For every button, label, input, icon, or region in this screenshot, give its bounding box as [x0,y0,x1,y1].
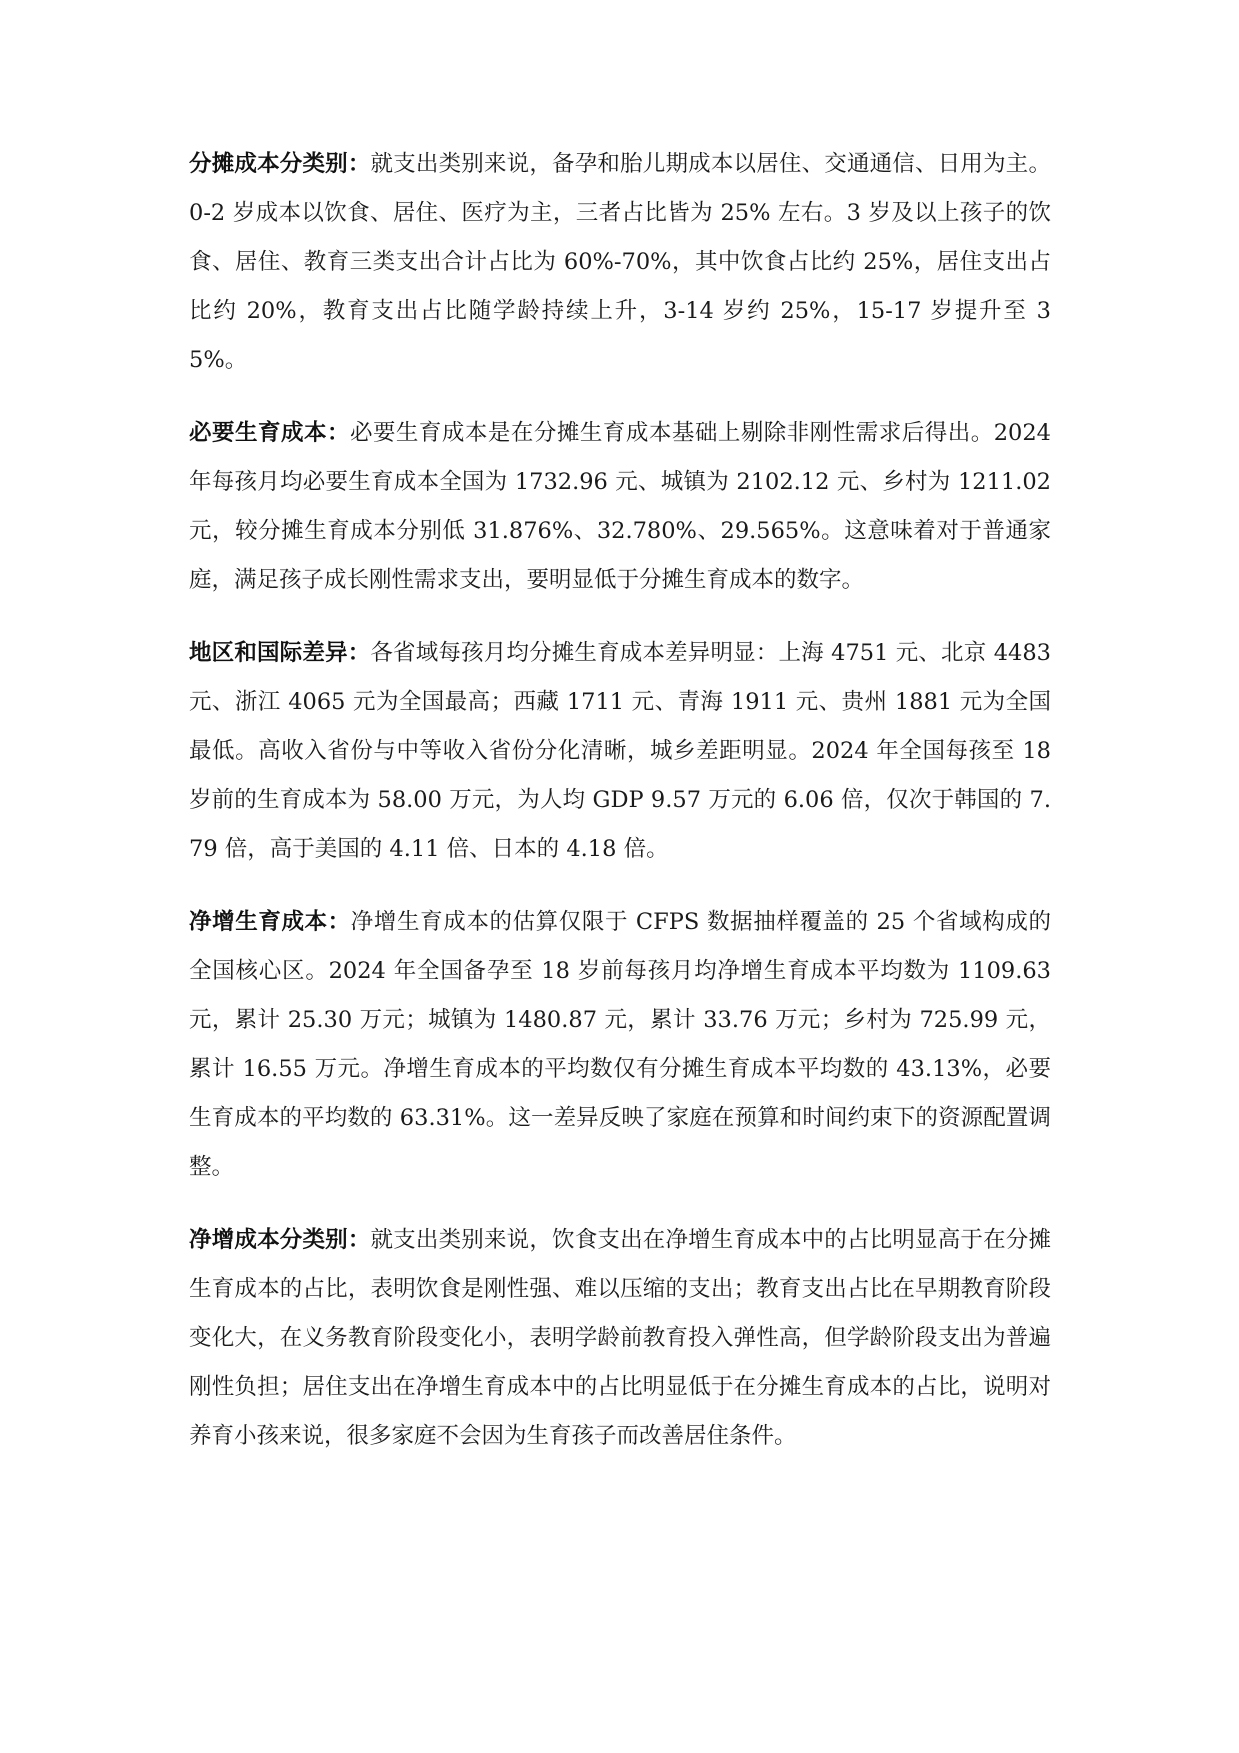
paragraph-text: 净增生育成本的估算仅限于 CFPS 数据抽样覆盖的 25 个省域构成的全国核心区。2024 年全国备孕至 18 岁前每孩月均净增生育成本平均数为 1109.63 元，累计 25.30 万元；城镇为 1480.87 元，累计 33.76 万元；乡村为 725.99 元，累计 16.55 万元。净增生育成本的平均数仅有分摊生育成本平均数的 43.13%，必要生育成本的平均数的 63.31%。这一差异反映了家庭在预算和时间约束下的资源配置调整。 [189,909,1051,1180]
paragraph-heading: 必要生育成本： [189,420,350,446]
paragraph-shared-cost-by-category [189,140,1051,385]
document-body [189,140,1051,1485]
paragraph-net-added-cost [189,898,1051,1192]
paragraph-necessary-cost [189,409,1051,605]
paragraph-heading: 分摊成本分类别： [189,151,371,177]
paragraph-text: 各省域每孩月均分摊生育成本差异明显：上海 4751 元、北京 4483 元、浙江 4065 元为全国最高；西藏 1711 元、青海 1911 元、贵州 1881 元为全国最低。高收入省份与中等收入省份分化清晰，城乡差距明显。2024 年全国每孩至 18 岁前的生育成本为 58.00 万元，为人均 GDP 9.57 万元的 6.06 倍，仅次于韩国的 7.79 倍，高于美国的 4.11 倍、日本的 4.18 倍。 [189,640,1051,862]
paragraph-heading: 地区和国际差异： [189,640,371,666]
paragraph-text: 就支出类别来说，饮食支出在净增生育成本中的占比明显高于在分摊生育成本的占比，表明饮食是刚性强、难以压缩的支出；教育支出占比在早期教育阶段变化大，在义务教育阶段变化小，表明学龄前教育投入弹性高，但学龄阶段支出为普遍刚性负担；居住支出在净增生育成本中的占比明显低于在分摊生育成本的占比，说明对养育小孩来说，很多家庭不会因为生育孩子而改善居住条件。 [189,1227,1051,1449]
paragraph-text: 必要生育成本是在分摊生育成本基础上剔除非刚性需求后得出。2024 年每孩月均必要生育成本全国为 1732.96 元、城镇为 2102.12 元、乡村为 1211.02 元，较分摊生育成本分别低 31.876%、32.780%、29.565%。这意味着对于普通家庭，满足孩子成长刚性需求支出，要明显低于分摊生育成本的数字。 [189,420,1051,593]
paragraph-heading: 净增生育成本： [189,909,351,935]
paragraph-regional-international-differences [189,629,1051,874]
paragraph-heading: 净增成本分类别： [189,1227,371,1253]
paragraph-net-cost-by-category [189,1216,1051,1461]
paragraph-text: 就支出类别来说，备孕和胎儿期成本以居住、交通通信、日用为主。0-2 岁成本以饮食、居住、医疗为主，三者占比皆为 25% 左右。3 岁及以上孩子的饮食、居住、教育三类支出合计占比为 60%-70%，其中饮食占比约 25%，居住支出占比约 20%，教育支出占比随学龄持续上升，3-14 岁约 25%，15-17 岁提升至 35%。 [189,151,1051,373]
